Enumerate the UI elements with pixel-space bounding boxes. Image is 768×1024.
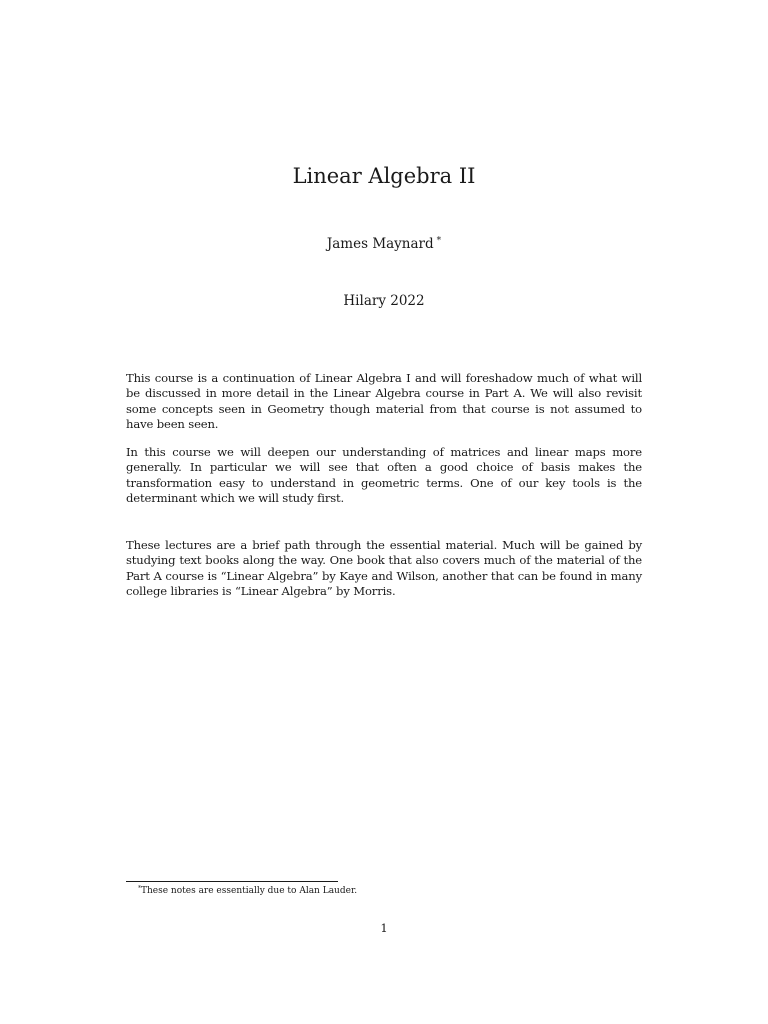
page-number: 1	[380, 921, 388, 935]
author-line	[0, 236, 768, 252]
document-title: Linear Algebra II	[292, 164, 476, 188]
intro-paragraph-2: In this course we will deepen our understanding of matrices and linear maps more generally. In particular we will see that often a good choice of basis makes the transformation easy to understand in geometric terms. One of our key tools is the determinant which we will study first.	[126, 445, 642, 506]
footnote	[138, 883, 357, 897]
intro-paragraph-3: These lectures are a brief path through the essential material. Much will be gained by studying text books along the way. One book that also covers much of the material of the Part A course is “Linear Algebra” by Kaye and Wilson, another that can be found in many college libraries is “Linear Algebra” by Morris.	[126, 538, 642, 599]
intro-paragraph-1: This course is a continuation of Linear Algebra I and will foreshadow much of what will be discussed in more detail in the Linear Algebra course in Part A. We will also revisit some concepts seen in Geometry though material from that course is not assumed to have been seen.	[126, 371, 642, 432]
author-name: James Maynard	[326, 236, 434, 252]
footnote-text: These notes are essentially due to Alan Lauder.	[141, 886, 358, 896]
document-date: Hilary 2022	[343, 293, 425, 309]
footnote-rule	[126, 881, 338, 882]
footnote-mark: *	[138, 885, 141, 892]
author-footnote-mark: *	[436, 236, 442, 246]
